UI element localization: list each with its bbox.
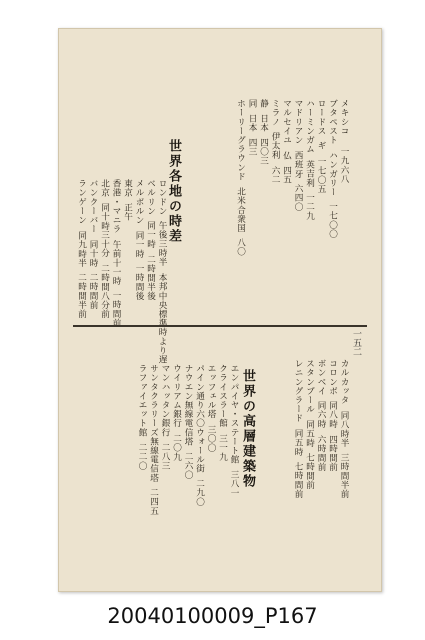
building-row-name: マンハッタン銀行 [160,364,170,437]
time-row-place: ベルリン [145,179,156,216]
time-row [75,179,87,319]
city-row-country: 英吉利 [304,159,315,187]
world-times-title: 世界各地の時差 [166,139,181,244]
time-row-note: 二時間半後 [145,254,156,301]
tall-buildings-title: 世界の高層建築物 [240,369,255,489]
lower-time-row [303,359,315,579]
city-row [246,99,258,319]
lower-time-row-note: 六時間前 [316,434,326,472]
time-row-place: ランゲーン [76,179,87,225]
time-row-note: 二時間前 [88,272,98,310]
building-row-height: 三一九 [217,433,228,462]
lower-time-row-note: 四時間前 [327,434,338,472]
city-row [234,99,246,319]
building-row [170,364,182,584]
time-row-time: 正午 [122,203,133,222]
tall-buildings-table [136,364,240,584]
building-row [193,364,205,584]
building-row [182,364,194,584]
lower-time-row [326,359,338,579]
building-row-height: 二六〇 [183,451,193,480]
building-row-name: エッフェル塔 [206,364,216,419]
lower-time-row [338,359,350,579]
lower-time-row-note: 七時間前 [304,452,315,490]
time-row [110,179,122,328]
lower-time-row-time: 同五時 [293,428,303,457]
time-row-place: 東京 [122,179,133,198]
building-row [228,364,240,584]
time-row-time: 同十時 [88,239,98,267]
lower-time-row-note: 七時間前 [293,462,303,499]
city-row-city: ミラノ [270,99,280,127]
lower-time-row-time: 同五時 [304,419,315,447]
building-row-height: 二八三 [160,442,170,471]
building-row-name: サンタクラリーズ無線電信塔 [148,364,159,483]
book-page [58,28,382,592]
city-row-time: 四〇三 [258,138,269,166]
lower-time-row-note: 三時間半前 [339,452,349,499]
building-row-name: ウイリアム銀行 [171,364,182,428]
building-row-name: ラファイエット館 [137,364,147,437]
city-row-time: 六二 [270,165,280,184]
city-row-country: 日本 [258,114,269,133]
city-row-time: 八〇 [235,238,246,257]
city-row [315,99,327,319]
city-row [269,99,281,319]
city-row-city: ブタペスト [327,99,338,145]
city-row-time: 四五 [281,165,292,184]
lower-time-row-time: 同八時 [327,401,338,429]
time-row-place: 北京 [99,179,110,198]
building-row [205,364,217,584]
city-row-country: 日本 [247,114,257,133]
lower-time-row [315,359,327,579]
time-row [133,179,145,319]
city-row [280,99,292,319]
city-row-city: メキシコ [339,99,349,136]
time-row-time: 午後三時半 [157,221,167,267]
page-number: 一五二 [351,329,361,356]
time-row-place: 香港・マニラ [111,179,121,234]
city-row [292,99,304,319]
building-row [216,364,228,584]
building-row [136,364,148,584]
upper-city-list [234,99,349,319]
city-row-city: ロードス [316,99,326,136]
city-row-city: マルセイユ [281,99,292,145]
city-row-time: 一七〇五 [316,156,326,193]
city-row [338,99,350,319]
city-row-country: ハンガリー [327,150,338,196]
building-row-height: 三八一 [229,470,239,498]
time-row [87,179,99,319]
building-row-name: ナウエン無線電信塔 [183,364,193,446]
time-row-time: 同十時三十分 [99,203,110,258]
city-row-country: 北米合衆国 [235,186,246,233]
time-row-note: 二時間八分前 [99,263,110,319]
section-divider [73,325,367,327]
time-row [144,179,156,319]
building-row-height: 二九〇 [194,479,205,507]
city-row-time: 一九六八 [339,147,349,184]
building-row-height: 二〇九 [171,433,182,462]
building-row [159,364,171,584]
building-row [147,364,159,584]
lower-time-row-time: 同六時 [316,401,326,429]
time-row-time: 同一時 [134,230,144,258]
city-row-city: ホーリーグラウンド [235,99,246,181]
time-row-note: 二時間半前 [76,272,87,319]
time-row [121,179,133,319]
time-row-time: 同九時半 [76,230,87,267]
world-times-table [75,179,167,364]
building-row-height: 三〇〇 [206,424,216,452]
time-row-time: 同一時 [145,221,156,249]
city-row-country: 伊太利 [270,132,280,160]
city-row [326,99,338,319]
city-row-city: マドリアン [293,99,303,145]
time-row-time: 午前十一時 [111,239,121,286]
city-row-city: 同 [247,99,257,109]
city-row-country: ギ [316,141,326,151]
city-row-time: 一七〇〇 [327,202,338,239]
lower-time-row-place: カルカッタ [339,359,349,405]
city-row-country: 西班牙 [293,150,303,178]
lower-time-row-place: レニングラード [293,359,303,423]
city-row-time: 一二九 [304,192,315,221]
city-row-city: ハーミンガム [304,99,315,154]
time-row [98,179,110,319]
city-row [257,99,269,319]
lower-time-row-place: コロンボ [327,359,338,396]
city-row-time: 六四〇 [293,183,303,212]
building-row-height: 二四五 [148,488,159,516]
city-row [303,99,315,319]
lower-time-list [292,359,350,579]
lower-time-row-place: スタンブール [304,359,315,414]
time-row-note: 本邦中央標準時より遅 [157,272,167,364]
city-row-country: 仏 [281,150,292,160]
building-row-height: 二二〇 [137,442,147,471]
time-row-place: ロンドン [157,179,167,216]
city-row-city: 静 [258,99,269,109]
lower-time-row-place: ボンベイ [316,359,326,396]
lower-time-row-time: 同八時半 [339,410,349,447]
city-row-time: 四三 [247,138,257,157]
image-caption: 20040100009_P167 [107,604,318,628]
lower-time-row [292,359,304,579]
building-row-name: クライスラー館 [217,364,228,428]
building-row-name: パイン通り六〇ウォール街 [194,364,205,474]
time-row [156,179,168,364]
time-row-note: 一時間後 [134,263,144,301]
time-row-place: バンクーバー [88,179,98,234]
time-row-place: メルボルン [134,179,144,225]
building-row-name: エンパイヤ・ステート館 [229,364,239,465]
time-row-note: 一時間前 [111,291,121,328]
